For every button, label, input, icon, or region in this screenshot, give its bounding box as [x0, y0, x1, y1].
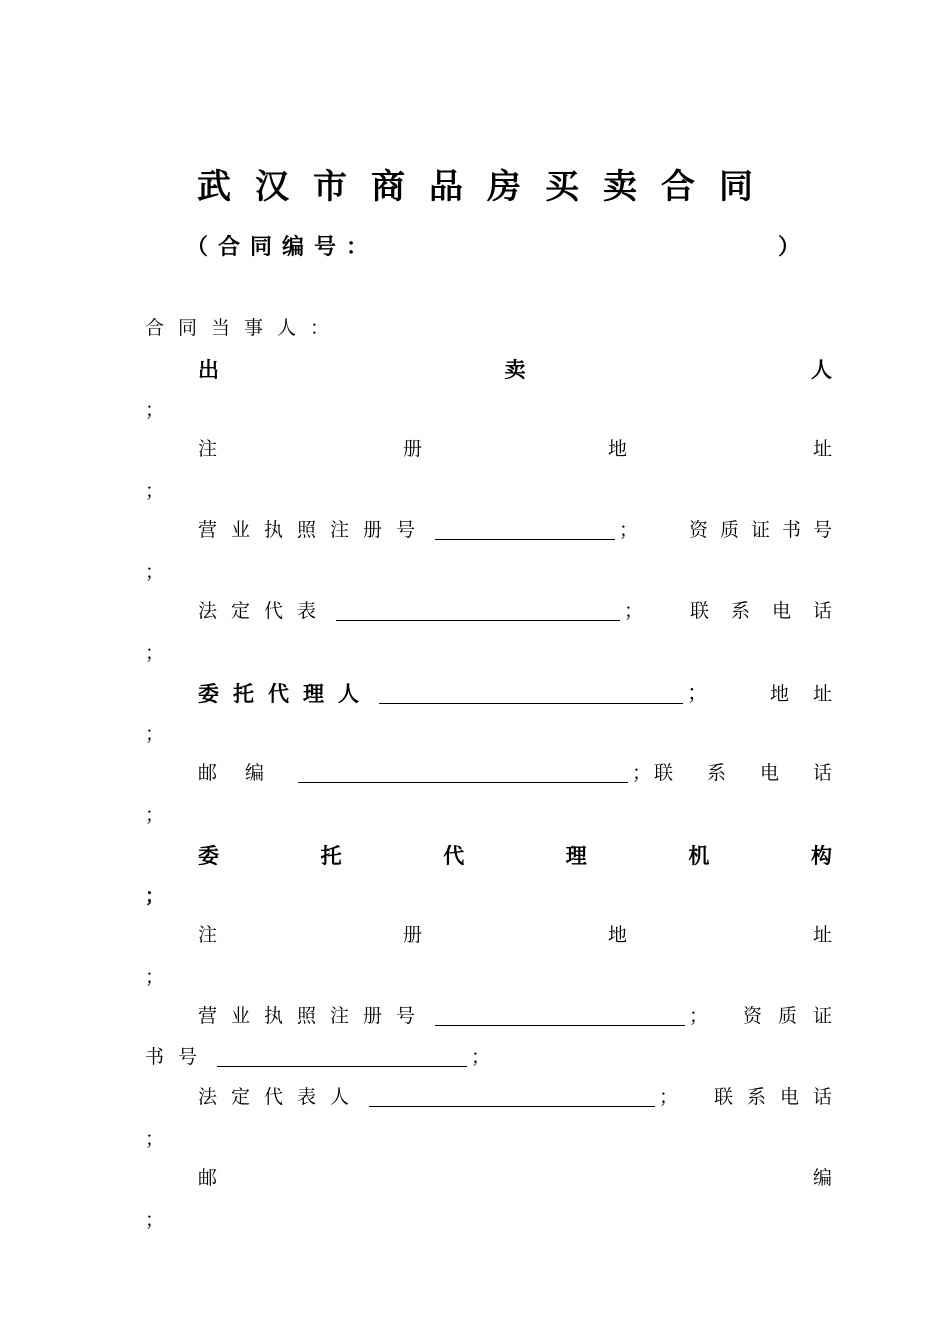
postcode-char: 邮 [198, 1167, 218, 1189]
semicolon: ； [145, 642, 165, 664]
agent-postcode-label: 邮编 [198, 762, 293, 784]
agent-field[interactable] [379, 702, 683, 704]
agent-postcode-field[interactable] [298, 781, 628, 783]
agency-postcode-row [198, 1169, 832, 1188]
semicolon: ； [687, 681, 708, 705]
seller-row [198, 359, 832, 380]
legal-rep-label: 法定代表 [198, 600, 331, 622]
contract-number-label: （合同编号： [186, 234, 379, 260]
reg-address-char: 址 [812, 438, 832, 460]
semicolon: ； [145, 1209, 165, 1231]
reg-address-char: 册 [402, 924, 422, 946]
semicolon: ； [659, 1086, 679, 1108]
reg-address-char: 注 [198, 924, 218, 946]
agency-char: 构 [810, 843, 832, 868]
agency-license-row [198, 1005, 848, 1027]
agency-char: 托 [320, 843, 342, 868]
seller-license-row [198, 519, 844, 541]
agency-legal-rep-row [198, 1086, 846, 1108]
agent-row [198, 681, 856, 706]
legal-rep-field[interactable] [336, 619, 620, 621]
agent-postcode-row [198, 762, 866, 784]
legal-rep-field[interactable] [369, 1105, 655, 1107]
seller-char: 卖 [504, 357, 526, 382]
qualification-no-label-part2: 书号 [145, 1046, 212, 1068]
phone-label: 联系电话 [713, 1086, 846, 1108]
semicolon: ； [145, 804, 165, 826]
agent-label: 委托代理人 [198, 681, 373, 706]
agency-reg-address-row [198, 926, 832, 945]
reg-address-char: 地 [607, 924, 627, 946]
semicolon: ； [471, 1046, 491, 1068]
qualification-no-label: 资质证书号 [688, 519, 844, 541]
semicolon: ； [624, 600, 644, 622]
semicolon: ； [145, 723, 165, 745]
reg-address-char: 册 [402, 438, 422, 460]
agent-phone-label: 联系电话 [653, 762, 866, 784]
semicolon: ； [632, 762, 652, 784]
agency-char: 理 [565, 843, 587, 868]
semicolon: ； [145, 561, 165, 583]
legal-rep-label: 法定代表人 [198, 1086, 364, 1108]
contract-number-close: ） [778, 234, 801, 260]
agent-address-label: 地址 [769, 683, 856, 705]
seller-char: 出 [198, 357, 219, 382]
phone-label: 联系电话 [689, 600, 854, 622]
qualification-no-field[interactable] [217, 1065, 467, 1067]
agency-char: 代 [443, 843, 465, 868]
semicolon: ； [145, 480, 165, 502]
semicolon: ； [619, 519, 639, 541]
qualification-no-label-part1: 资质证 [742, 1005, 848, 1027]
semicolon: ； [145, 885, 165, 907]
seller-char: 人 [811, 357, 832, 382]
license-no-label: 营业执照注册号 [198, 1005, 430, 1027]
reg-address-char: 址 [812, 924, 832, 946]
page-title: 武汉市商品房买卖合同 [197, 167, 777, 207]
agency-char: 委 [198, 843, 219, 868]
agency-row [198, 845, 832, 866]
license-no-field[interactable] [435, 538, 615, 540]
license-no-label: 营业执照注册号 [198, 519, 430, 541]
semicolon: ； [145, 1128, 165, 1150]
agency-char: 机 [688, 843, 710, 868]
parties-label: 合同当事人： [145, 317, 344, 339]
agency-qualification-row [145, 1048, 490, 1067]
seller-reg-address-row [198, 440, 832, 459]
semicolon: ； [689, 1005, 709, 1027]
license-no-field[interactable] [435, 1024, 685, 1026]
seller-legal-rep-row [198, 600, 854, 622]
reg-address-char: 注 [198, 438, 218, 460]
postcode-char: 编 [812, 1167, 832, 1189]
semicolon: ； [145, 399, 165, 421]
semicolon: ； [145, 966, 165, 988]
reg-address-char: 地 [607, 438, 627, 460]
